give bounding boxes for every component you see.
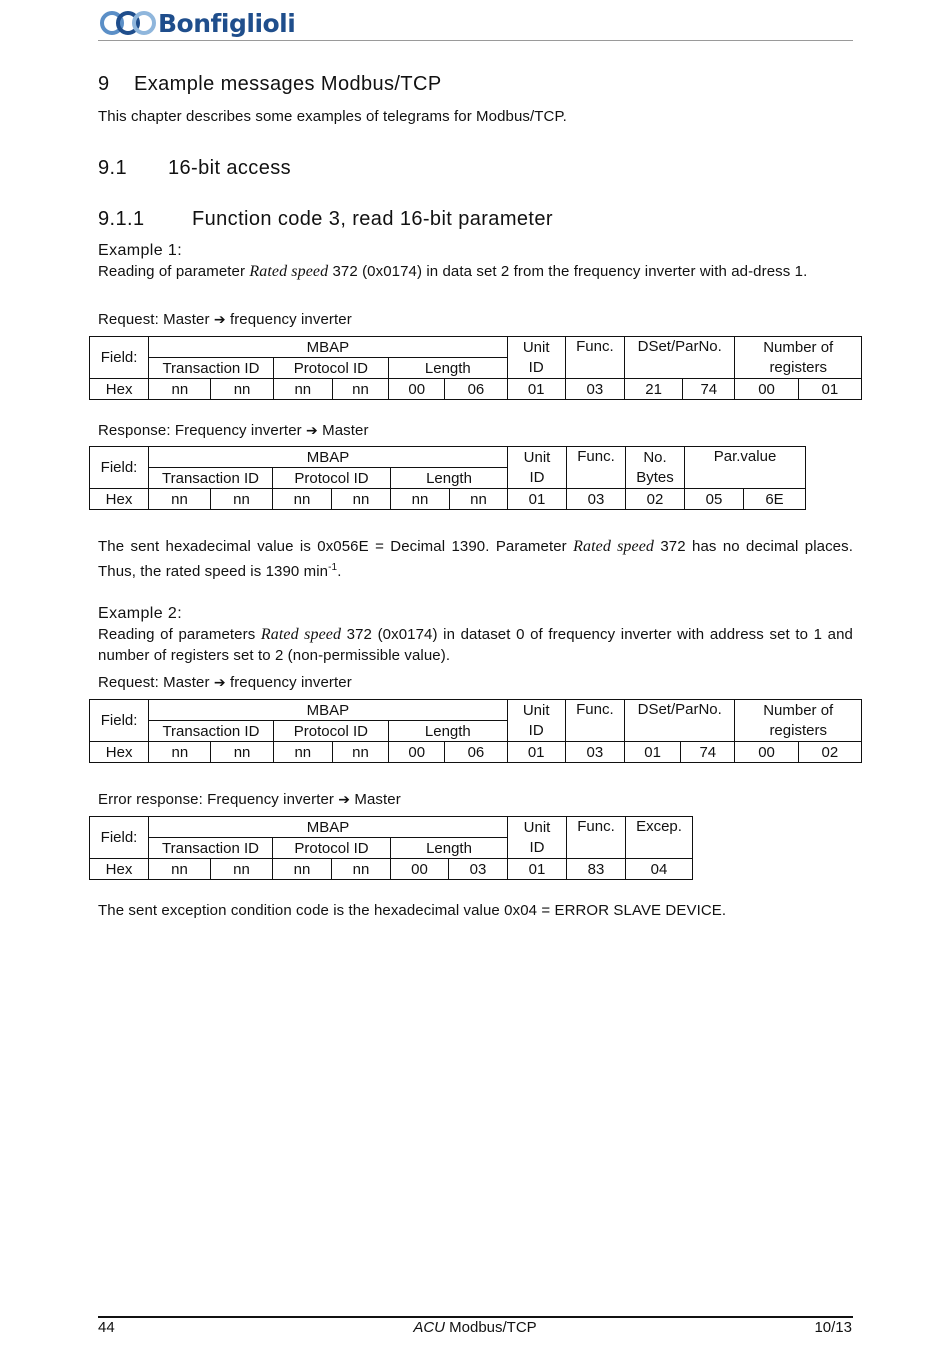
unit-id-header-2: ID bbox=[508, 838, 567, 859]
example-2-heading: Example 2: bbox=[98, 605, 183, 622]
par-value-header: Par.value bbox=[685, 447, 806, 489]
example-1-heading: Example 1: bbox=[98, 242, 183, 259]
hex-label: Hex bbox=[90, 489, 149, 510]
footer-divider bbox=[98, 1316, 853, 1318]
num-registers-header-2: registers bbox=[735, 358, 862, 379]
unit-id-header: Unit bbox=[507, 337, 565, 358]
text: frequency inverter bbox=[225, 311, 352, 328]
hex-label: Hex bbox=[90, 742, 149, 763]
text: Request: Master bbox=[98, 311, 214, 328]
unit-id-header-2: ID bbox=[507, 721, 565, 742]
field-label: Field: bbox=[90, 447, 149, 489]
error-response-table bbox=[89, 816, 693, 880]
protocol-id-header: Protocol ID bbox=[273, 358, 388, 379]
hex-cell: nn bbox=[211, 859, 273, 880]
hex-cell: 21 bbox=[625, 379, 683, 400]
hex-cell: 01 bbox=[507, 379, 565, 400]
mbap-header: MBAP bbox=[149, 700, 507, 721]
hex-cell: nn bbox=[273, 742, 332, 763]
transaction-id-header: Transaction ID bbox=[149, 838, 273, 859]
hex-cell: 01 bbox=[508, 859, 567, 880]
hex-cell: 6E bbox=[744, 489, 806, 510]
section-title: 16-bit access bbox=[168, 157, 292, 179]
hex-cell: nn bbox=[332, 859, 391, 880]
no-bytes-header-2: Bytes bbox=[626, 468, 685, 489]
example-1-result bbox=[98, 536, 853, 582]
length-header: Length bbox=[389, 721, 507, 742]
right-arrow-icon: ➔ bbox=[213, 674, 226, 690]
func-header: Func. bbox=[567, 817, 626, 859]
hex-cell: nn bbox=[149, 742, 211, 763]
hex-cell: nn bbox=[211, 489, 273, 510]
page-number: 44 bbox=[98, 1319, 115, 1336]
section-number: 9.1 bbox=[98, 157, 128, 179]
section-9-heading bbox=[98, 73, 442, 96]
func-header: Func. bbox=[567, 447, 626, 489]
text: Error response: Frequency inverter bbox=[98, 791, 339, 808]
hex-cell: 03 bbox=[565, 379, 624, 400]
dset-parno-header: DSet/ParNo. bbox=[625, 700, 735, 742]
text: Response: Frequency inverter bbox=[98, 422, 306, 439]
transaction-id-header: Transaction ID bbox=[149, 721, 273, 742]
example-1-request-caption bbox=[98, 309, 352, 330]
field-label: Field: bbox=[90, 700, 149, 742]
length-header: Length bbox=[391, 838, 508, 859]
example-2-error-caption bbox=[98, 789, 401, 810]
field-label: Field: bbox=[90, 337, 149, 379]
section-number: 9 bbox=[98, 73, 110, 95]
func-header: Func. bbox=[565, 700, 624, 742]
right-arrow-icon: ➔ bbox=[306, 422, 318, 438]
num-registers-header: Number of bbox=[735, 700, 862, 721]
hex-cell: nn bbox=[332, 379, 388, 400]
text: 372 (0x0174) in dataset 0 of frequency inverter with address set to 1 and number of registers set to 2 (non-permissible value). bbox=[98, 626, 853, 664]
hex-cell: 02 bbox=[798, 742, 861, 763]
protocol-id-header: Protocol ID bbox=[273, 468, 391, 489]
length-header: Length bbox=[389, 358, 507, 379]
unit-id-header: Unit bbox=[507, 700, 565, 721]
hex-cell: nn bbox=[332, 742, 388, 763]
example-1-description bbox=[98, 261, 853, 282]
hex-cell: nn bbox=[450, 489, 508, 510]
field-label: Field: bbox=[90, 817, 149, 859]
unit-id-header: Unit bbox=[508, 447, 567, 468]
parameter-name: Rated speed bbox=[260, 626, 342, 643]
product-suffix: Modbus/TCP bbox=[444, 1319, 537, 1336]
text: . bbox=[337, 563, 342, 580]
hex-cell: 74 bbox=[681, 742, 735, 763]
superscript: -1 bbox=[328, 562, 338, 573]
example-2-result: The sent exception condition code is the hexadecimal value 0x04 = ERROR SLAVE DEVICE. bbox=[98, 902, 727, 919]
hex-cell: 83 bbox=[567, 859, 626, 880]
hex-label: Hex bbox=[90, 379, 149, 400]
transaction-id-header: Transaction ID bbox=[149, 468, 273, 489]
footer-product bbox=[0, 1319, 950, 1336]
hex-cell: 74 bbox=[683, 379, 735, 400]
transaction-id-header: Transaction ID bbox=[149, 358, 273, 379]
hex-cell: 00 bbox=[735, 742, 798, 763]
text: Request: Master bbox=[98, 674, 214, 691]
dset-parno-header: DSet/ParNo. bbox=[625, 337, 735, 379]
hex-cell: 03 bbox=[449, 859, 508, 880]
hex-cell: 06 bbox=[445, 742, 507, 763]
hex-cell: 02 bbox=[626, 489, 685, 510]
hex-cell: nn bbox=[273, 489, 332, 510]
right-arrow-icon: ➔ bbox=[213, 311, 226, 327]
hex-cell: 01 bbox=[798, 379, 861, 400]
text: Master bbox=[317, 422, 369, 439]
protocol-id-header: Protocol ID bbox=[273, 721, 388, 742]
parameter-name: Rated speed bbox=[249, 263, 329, 280]
section-title: Example messages Modbus/TCP bbox=[134, 73, 442, 95]
text: Reading of parameters bbox=[98, 626, 261, 643]
text: Master bbox=[350, 791, 401, 808]
unit-id-header-2: ID bbox=[508, 468, 567, 489]
text: The sent hexadecimal value is 0x056E = Decimal 1390. Parameter bbox=[98, 538, 574, 555]
section-number: 9.1.1 bbox=[98, 208, 145, 230]
hex-cell: 06 bbox=[445, 379, 507, 400]
bonfiglioli-rings-logo-icon bbox=[100, 9, 156, 37]
section-9-1-1-heading bbox=[98, 208, 553, 231]
response-table-1 bbox=[89, 446, 806, 510]
excep-header: Excep. bbox=[626, 817, 693, 859]
hex-cell: 04 bbox=[626, 859, 693, 880]
hex-cell: nn bbox=[391, 489, 450, 510]
hex-cell: 05 bbox=[685, 489, 744, 510]
mbap-header: MBAP bbox=[149, 817, 508, 838]
hex-label: Hex bbox=[90, 859, 149, 880]
parameter-name: Rated speed bbox=[573, 538, 655, 555]
example-2-request-caption bbox=[98, 672, 352, 693]
hex-cell: nn bbox=[211, 379, 273, 400]
text: Reading of parameter bbox=[98, 263, 250, 280]
length-header: Length bbox=[391, 468, 508, 489]
hex-cell: 01 bbox=[508, 489, 567, 510]
product-name: ACU bbox=[413, 1319, 445, 1336]
hex-cell: 03 bbox=[567, 489, 626, 510]
request-table-1 bbox=[89, 336, 862, 400]
protocol-id-header: Protocol ID bbox=[273, 838, 391, 859]
num-registers-header-2: registers bbox=[735, 721, 862, 742]
section-9-intro: This chapter describes some examples of telegrams for Modbus/TCP. bbox=[98, 108, 567, 125]
example-2-description bbox=[98, 624, 853, 666]
hex-cell: 01 bbox=[507, 742, 565, 763]
func-header: Func. bbox=[565, 337, 624, 379]
header-divider bbox=[98, 40, 853, 41]
unit-id-header-2: ID bbox=[507, 358, 565, 379]
unit-id-header: Unit bbox=[508, 817, 567, 838]
footer-date: 10/13 bbox=[814, 1319, 852, 1336]
mbap-header: MBAP bbox=[149, 447, 508, 468]
hex-cell: nn bbox=[149, 489, 211, 510]
hex-cell: nn bbox=[149, 379, 211, 400]
hex-cell: 00 bbox=[391, 859, 449, 880]
logo-text: Bonfiglioli bbox=[158, 8, 296, 38]
num-registers-header: Number of bbox=[735, 337, 862, 358]
hex-cell: nn bbox=[211, 742, 273, 763]
hex-cell: 01 bbox=[625, 742, 681, 763]
hex-cell: nn bbox=[332, 489, 391, 510]
section-title: Function code 3, read 16-bit parameter bbox=[192, 208, 553, 230]
no-bytes-header: No. bbox=[626, 447, 685, 468]
section-9-1-heading bbox=[98, 157, 291, 180]
logo bbox=[100, 6, 295, 40]
hex-cell: 00 bbox=[735, 379, 798, 400]
hex-cell: 00 bbox=[389, 742, 445, 763]
text: 372 has no decimal places. Thus, the rated speed is 1390 min bbox=[98, 538, 853, 580]
right-arrow-icon: ➔ bbox=[338, 791, 351, 807]
hex-cell: nn bbox=[273, 859, 332, 880]
hex-cell: 03 bbox=[565, 742, 624, 763]
request-table-2 bbox=[89, 699, 862, 763]
text: 372 (0x0174) in data set 2 from the frequency inverter with ad-dress 1. bbox=[328, 263, 808, 280]
text: frequency inverter bbox=[225, 674, 352, 691]
example-1-response-caption bbox=[98, 420, 369, 441]
hex-cell: nn bbox=[149, 859, 211, 880]
mbap-header: MBAP bbox=[149, 337, 507, 358]
hex-cell: 00 bbox=[389, 379, 445, 400]
hex-cell: nn bbox=[273, 379, 332, 400]
